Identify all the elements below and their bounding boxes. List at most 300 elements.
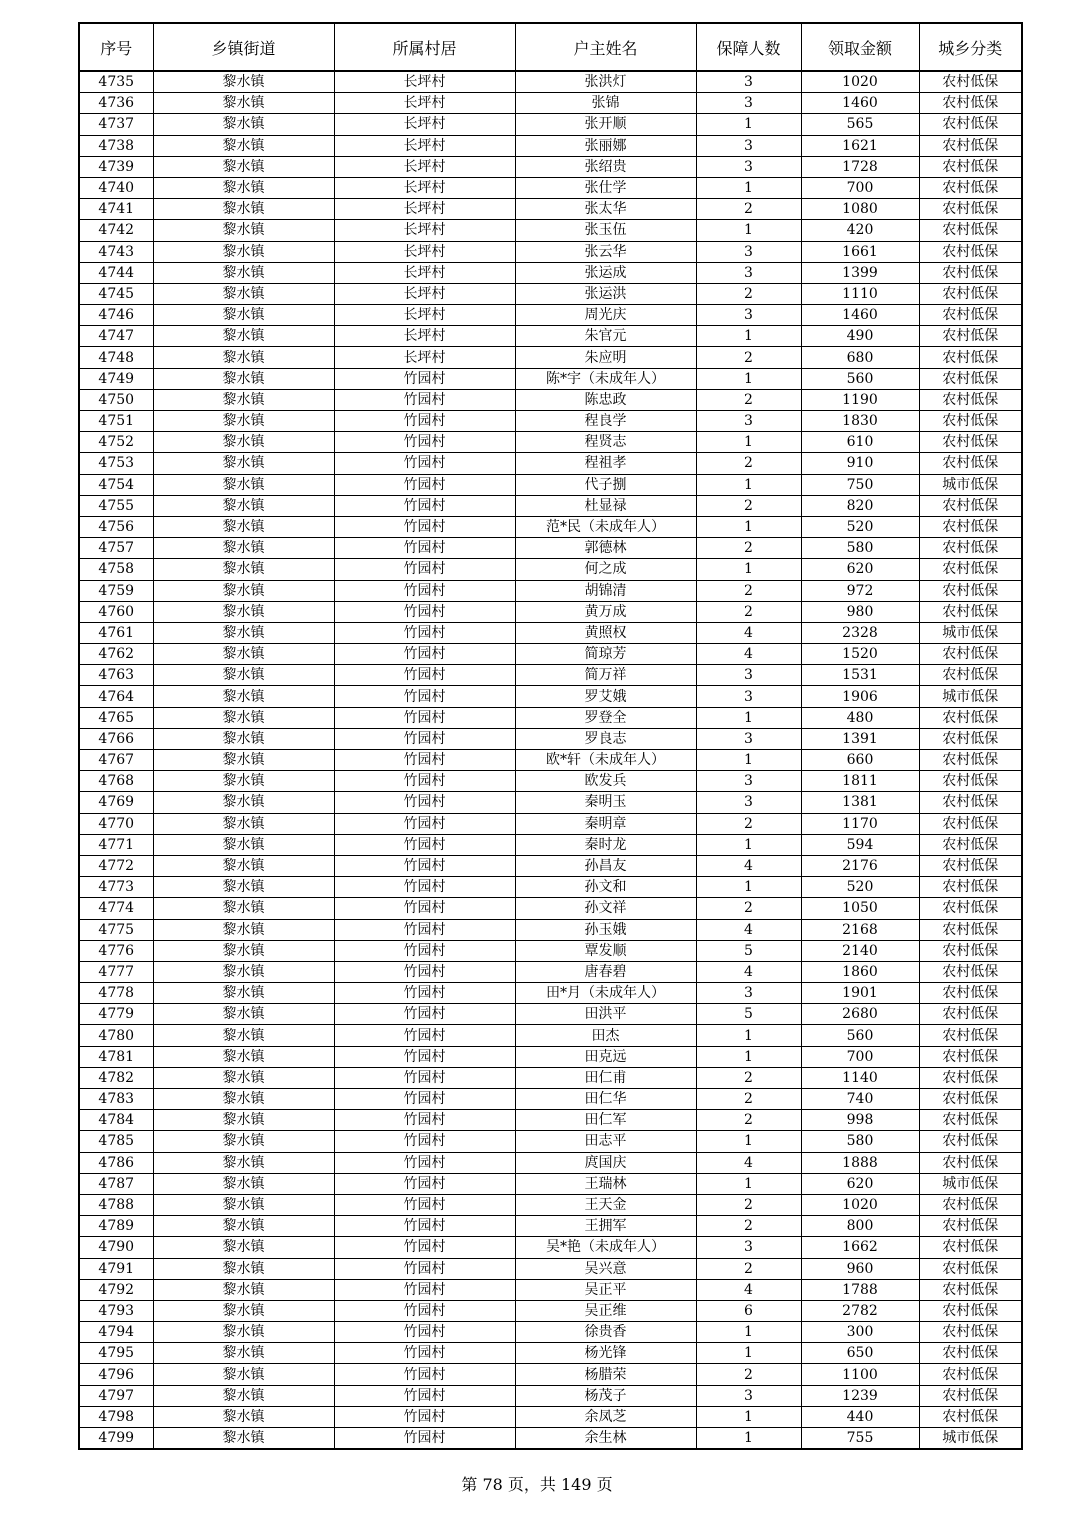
cell-index: 4787 xyxy=(79,1173,153,1194)
table-row xyxy=(79,686,1022,707)
cell-village: 竹园村 xyxy=(334,559,515,580)
cell-people-count: 4 xyxy=(696,1152,801,1173)
cell-town: 黎水镇 xyxy=(153,432,334,453)
cell-index: 4762 xyxy=(79,644,153,665)
cell-householder: 杨茂子 xyxy=(515,1385,696,1406)
cell-index: 4747 xyxy=(79,326,153,347)
cell-category: 农村低保 xyxy=(919,834,1022,855)
cell-people-count: 4 xyxy=(696,961,801,982)
cell-people-count: 2 xyxy=(696,453,801,474)
cell-people-count: 1 xyxy=(696,114,801,135)
cell-village: 竹园村 xyxy=(334,1110,515,1131)
table-row xyxy=(79,516,1022,537)
cell-town: 黎水镇 xyxy=(153,199,334,220)
cell-people-count: 4 xyxy=(696,644,801,665)
table-row xyxy=(79,1025,1022,1046)
cell-people-count: 1 xyxy=(696,834,801,855)
cell-category: 农村低保 xyxy=(919,241,1022,262)
cell-index: 4770 xyxy=(79,813,153,834)
cell-town: 黎水镇 xyxy=(153,1004,334,1025)
cell-index: 4737 xyxy=(79,114,153,135)
cell-village: 竹园村 xyxy=(334,792,515,813)
cell-people-count: 1 xyxy=(696,707,801,728)
cell-householder: 杨光锋 xyxy=(515,1343,696,1364)
cell-category: 农村低保 xyxy=(919,1258,1022,1279)
cell-householder: 罗艾娥 xyxy=(515,686,696,707)
cell-village: 竹园村 xyxy=(334,1004,515,1025)
cell-village: 竹园村 xyxy=(334,368,515,389)
cell-people-count: 1 xyxy=(696,1428,801,1450)
cell-householder: 徐贵香 xyxy=(515,1322,696,1343)
table-row xyxy=(79,1428,1022,1450)
cell-town: 黎水镇 xyxy=(153,1067,334,1088)
cell-town: 黎水镇 xyxy=(153,1364,334,1385)
cell-index: 4778 xyxy=(79,983,153,1004)
cell-category: 城市低保 xyxy=(919,1428,1022,1450)
cell-village: 竹园村 xyxy=(334,983,515,1004)
cell-index: 4757 xyxy=(79,538,153,559)
cell-householder: 范*民（未成年人） xyxy=(515,516,696,537)
page-footer: 第 78 页，共 149 页 xyxy=(461,1475,613,1494)
cell-town: 黎水镇 xyxy=(153,728,334,749)
cell-category: 农村低保 xyxy=(919,644,1022,665)
cell-householder: 张运成 xyxy=(515,262,696,283)
cell-town: 黎水镇 xyxy=(153,220,334,241)
cell-householder: 唐春碧 xyxy=(515,961,696,982)
cell-householder: 田*月（未成年人） xyxy=(515,983,696,1004)
cell-town: 黎水镇 xyxy=(153,1216,334,1237)
cell-amount: 620 xyxy=(801,1173,919,1194)
cell-village: 竹园村 xyxy=(334,855,515,876)
cell-town: 黎水镇 xyxy=(153,898,334,919)
cell-index: 4774 xyxy=(79,898,153,919)
cell-householder: 郭德林 xyxy=(515,538,696,559)
cell-village: 竹园村 xyxy=(334,1385,515,1406)
cell-category: 城市低保 xyxy=(919,686,1022,707)
cell-householder: 程贤志 xyxy=(515,432,696,453)
cell-householder: 张绍贵 xyxy=(515,156,696,177)
cell-householder: 吴正平 xyxy=(515,1279,696,1300)
cell-index: 4735 xyxy=(79,71,153,93)
cell-town: 黎水镇 xyxy=(153,495,334,516)
cell-town: 黎水镇 xyxy=(153,855,334,876)
cell-amount: 1190 xyxy=(801,389,919,410)
cell-householder: 王天金 xyxy=(515,1194,696,1215)
cell-category: 城市低保 xyxy=(919,622,1022,643)
cell-index: 4775 xyxy=(79,919,153,940)
cell-amount: 700 xyxy=(801,177,919,198)
cell-category: 农村低保 xyxy=(919,855,1022,876)
cell-village: 长坪村 xyxy=(334,220,515,241)
cell-village: 竹园村 xyxy=(334,728,515,749)
cell-householder: 周光庆 xyxy=(515,305,696,326)
cell-householder: 张洪灯 xyxy=(515,71,696,93)
cell-householder: 田洪平 xyxy=(515,1004,696,1025)
cell-town: 黎水镇 xyxy=(153,792,334,813)
cell-category: 农村低保 xyxy=(919,1067,1022,1088)
cell-category: 农村低保 xyxy=(919,601,1022,622)
table-row xyxy=(79,538,1022,559)
cell-village: 竹园村 xyxy=(334,432,515,453)
cell-category: 农村低保 xyxy=(919,1322,1022,1343)
cell-people-count: 5 xyxy=(696,940,801,961)
cell-category: 农村低保 xyxy=(919,135,1022,156)
cell-index: 4767 xyxy=(79,750,153,771)
table-row xyxy=(79,177,1022,198)
cell-amount: 1811 xyxy=(801,771,919,792)
cell-amount: 520 xyxy=(801,516,919,537)
table-row xyxy=(79,855,1022,876)
cell-householder: 田克远 xyxy=(515,1046,696,1067)
cell-people-count: 3 xyxy=(696,1237,801,1258)
cell-category: 农村低保 xyxy=(919,898,1022,919)
cell-town: 黎水镇 xyxy=(153,919,334,940)
cell-amount: 1050 xyxy=(801,898,919,919)
table-row xyxy=(79,1237,1022,1258)
cell-village: 长坪村 xyxy=(334,199,515,220)
cell-category: 农村低保 xyxy=(919,813,1022,834)
cell-amount: 1100 xyxy=(801,1364,919,1385)
cell-index: 4783 xyxy=(79,1089,153,1110)
cell-town: 黎水镇 xyxy=(153,262,334,283)
cell-people-count: 3 xyxy=(696,93,801,114)
cell-people-count: 4 xyxy=(696,1279,801,1300)
cell-people-count: 1 xyxy=(696,1025,801,1046)
cell-amount: 660 xyxy=(801,750,919,771)
cell-amount: 480 xyxy=(801,707,919,728)
cell-amount: 2782 xyxy=(801,1300,919,1321)
cell-amount: 740 xyxy=(801,1089,919,1110)
cell-people-count: 2 xyxy=(696,1067,801,1088)
cell-category: 农村低保 xyxy=(919,1046,1022,1067)
cell-people-count: 2 xyxy=(696,283,801,304)
cell-amount: 1906 xyxy=(801,686,919,707)
cell-category: 农村低保 xyxy=(919,305,1022,326)
cell-category: 农村低保 xyxy=(919,877,1022,898)
cell-town: 黎水镇 xyxy=(153,93,334,114)
cell-index: 4779 xyxy=(79,1004,153,1025)
cell-index: 4760 xyxy=(79,601,153,622)
cell-index: 4794 xyxy=(79,1322,153,1343)
cell-index: 4743 xyxy=(79,241,153,262)
cell-town: 黎水镇 xyxy=(153,1089,334,1110)
cell-village: 竹园村 xyxy=(334,877,515,898)
cell-index: 4796 xyxy=(79,1364,153,1385)
cell-village: 长坪村 xyxy=(334,305,515,326)
cell-amount: 1460 xyxy=(801,93,919,114)
cell-town: 黎水镇 xyxy=(153,1131,334,1152)
cell-town: 黎水镇 xyxy=(153,940,334,961)
cell-category: 农村低保 xyxy=(919,199,1022,220)
cell-amount: 610 xyxy=(801,432,919,453)
table-row xyxy=(79,135,1022,156)
cell-village: 竹园村 xyxy=(334,1364,515,1385)
cell-householder: 秦明章 xyxy=(515,813,696,834)
cell-category: 农村低保 xyxy=(919,707,1022,728)
cell-index: 4772 xyxy=(79,855,153,876)
cell-index: 4749 xyxy=(79,368,153,389)
cell-index: 4793 xyxy=(79,1300,153,1321)
cell-index: 4742 xyxy=(79,220,153,241)
table-row xyxy=(79,877,1022,898)
table-row xyxy=(79,834,1022,855)
cell-category: 农村低保 xyxy=(919,1025,1022,1046)
cell-householder: 简万祥 xyxy=(515,665,696,686)
cell-householder: 田仁军 xyxy=(515,1110,696,1131)
cell-category: 农村低保 xyxy=(919,1110,1022,1131)
cell-town: 黎水镇 xyxy=(153,368,334,389)
cell-people-count: 1 xyxy=(696,326,801,347)
cell-index: 4763 xyxy=(79,665,153,686)
header-householder: 户主姓名 xyxy=(515,23,696,71)
cell-town: 黎水镇 xyxy=(153,453,334,474)
cell-people-count: 1 xyxy=(696,1322,801,1343)
table-row xyxy=(79,1089,1022,1110)
cell-index: 4764 xyxy=(79,686,153,707)
table-row xyxy=(79,199,1022,220)
cell-town: 黎水镇 xyxy=(153,1194,334,1215)
cell-category: 农村低保 xyxy=(919,1364,1022,1385)
table-row xyxy=(79,1046,1022,1067)
cell-town: 黎水镇 xyxy=(153,347,334,368)
cell-amount: 520 xyxy=(801,877,919,898)
cell-category: 农村低保 xyxy=(919,326,1022,347)
table-row xyxy=(79,1194,1022,1215)
cell-people-count: 3 xyxy=(696,1385,801,1406)
cell-category: 农村低保 xyxy=(919,347,1022,368)
cell-index: 4739 xyxy=(79,156,153,177)
cell-amount: 2176 xyxy=(801,855,919,876)
cell-town: 黎水镇 xyxy=(153,813,334,834)
cell-index: 4780 xyxy=(79,1025,153,1046)
cell-householder: 黄照权 xyxy=(515,622,696,643)
cell-amount: 800 xyxy=(801,1216,919,1237)
cell-amount: 1830 xyxy=(801,411,919,432)
cell-category: 农村低保 xyxy=(919,156,1022,177)
cell-town: 黎水镇 xyxy=(153,559,334,580)
table-row xyxy=(79,93,1022,114)
cell-category: 农村低保 xyxy=(919,665,1022,686)
cell-people-count: 3 xyxy=(696,262,801,283)
cell-village: 竹园村 xyxy=(334,1173,515,1194)
cell-index: 4736 xyxy=(79,93,153,114)
cell-category: 农村低保 xyxy=(919,389,1022,410)
cell-village: 竹园村 xyxy=(334,1046,515,1067)
cell-village: 长坪村 xyxy=(334,93,515,114)
cell-people-count: 1 xyxy=(696,220,801,241)
cell-category: 农村低保 xyxy=(919,771,1022,792)
cell-village: 竹园村 xyxy=(334,1067,515,1088)
cell-town: 黎水镇 xyxy=(153,389,334,410)
cell-householder: 秦明玉 xyxy=(515,792,696,813)
cell-householder: 孙文祥 xyxy=(515,898,696,919)
cell-people-count: 3 xyxy=(696,983,801,1004)
cell-village: 长坪村 xyxy=(334,262,515,283)
cell-village: 竹园村 xyxy=(334,601,515,622)
cell-people-count: 2 xyxy=(696,538,801,559)
cell-householder: 程祖孝 xyxy=(515,453,696,474)
cell-town: 黎水镇 xyxy=(153,580,334,601)
cell-amount: 300 xyxy=(801,1322,919,1343)
cell-householder: 朱应明 xyxy=(515,347,696,368)
header-index: 序号 xyxy=(79,23,153,71)
table-row xyxy=(79,71,1022,93)
cell-village: 长坪村 xyxy=(334,283,515,304)
cell-people-count: 2 xyxy=(696,389,801,410)
cell-people-count: 3 xyxy=(696,156,801,177)
cell-householder: 罗登全 xyxy=(515,707,696,728)
cell-category: 农村低保 xyxy=(919,432,1022,453)
cell-village: 长坪村 xyxy=(334,135,515,156)
cell-town: 黎水镇 xyxy=(153,1428,334,1450)
cell-category: 农村低保 xyxy=(919,1131,1022,1152)
cell-amount: 1520 xyxy=(801,644,919,665)
table-row xyxy=(79,983,1022,1004)
cell-people-count: 2 xyxy=(696,601,801,622)
cell-householder: 罗良志 xyxy=(515,728,696,749)
cell-people-count: 3 xyxy=(696,792,801,813)
cell-amount: 1888 xyxy=(801,1152,919,1173)
cell-index: 4784 xyxy=(79,1110,153,1131)
cell-amount: 1621 xyxy=(801,135,919,156)
table-row xyxy=(79,262,1022,283)
cell-category: 农村低保 xyxy=(919,1152,1022,1173)
cell-village: 竹园村 xyxy=(334,538,515,559)
cell-householder: 秦时龙 xyxy=(515,834,696,855)
cell-village: 竹园村 xyxy=(334,1131,515,1152)
cell-village: 竹园村 xyxy=(334,1279,515,1300)
cell-householder: 黄万成 xyxy=(515,601,696,622)
cell-town: 黎水镇 xyxy=(153,601,334,622)
cell-town: 黎水镇 xyxy=(153,114,334,135)
table-row xyxy=(79,1004,1022,1025)
cell-people-count: 3 xyxy=(696,771,801,792)
cell-amount: 1901 xyxy=(801,983,919,1004)
table-row xyxy=(79,220,1022,241)
cell-amount: 1460 xyxy=(801,305,919,326)
table-row xyxy=(79,750,1022,771)
cell-village: 竹园村 xyxy=(334,644,515,665)
table-row xyxy=(79,474,1022,495)
cell-amount: 1239 xyxy=(801,1385,919,1406)
cell-index: 4746 xyxy=(79,305,153,326)
cell-village: 竹园村 xyxy=(334,495,515,516)
cell-amount: 755 xyxy=(801,1428,919,1450)
header-category: 城乡分类 xyxy=(919,23,1022,71)
table-row xyxy=(79,411,1022,432)
cell-town: 黎水镇 xyxy=(153,622,334,643)
cell-town: 黎水镇 xyxy=(153,516,334,537)
cell-householder: 吴正维 xyxy=(515,1300,696,1321)
cell-index: 4781 xyxy=(79,1046,153,1067)
cell-people-count: 1 xyxy=(696,1131,801,1152)
table-row xyxy=(79,813,1022,834)
cell-people-count: 2 xyxy=(696,580,801,601)
cell-people-count: 2 xyxy=(696,1089,801,1110)
cell-category: 农村低保 xyxy=(919,961,1022,982)
cell-village: 竹园村 xyxy=(334,940,515,961)
cell-category: 农村低保 xyxy=(919,71,1022,93)
cell-amount: 1080 xyxy=(801,199,919,220)
table-row xyxy=(79,326,1022,347)
data-table xyxy=(78,22,1023,1450)
cell-town: 黎水镇 xyxy=(153,411,334,432)
cell-people-count: 1 xyxy=(696,516,801,537)
cell-town: 黎水镇 xyxy=(153,71,334,93)
cell-amount: 998 xyxy=(801,1110,919,1131)
cell-category: 农村低保 xyxy=(919,1343,1022,1364)
cell-category: 农村低保 xyxy=(919,940,1022,961)
cell-category: 农村低保 xyxy=(919,495,1022,516)
cell-amount: 2680 xyxy=(801,1004,919,1025)
cell-category: 城市低保 xyxy=(919,474,1022,495)
cell-amount: 1110 xyxy=(801,283,919,304)
cell-village: 竹园村 xyxy=(334,898,515,919)
cell-category: 农村低保 xyxy=(919,1406,1022,1427)
table-row xyxy=(79,1300,1022,1321)
table-row xyxy=(79,1258,1022,1279)
cell-town: 黎水镇 xyxy=(153,305,334,326)
cell-town: 黎水镇 xyxy=(153,1343,334,1364)
cell-village: 竹园村 xyxy=(334,919,515,940)
table-row xyxy=(79,389,1022,410)
cell-category: 农村低保 xyxy=(919,792,1022,813)
table-row xyxy=(79,368,1022,389)
cell-householder: 朱官元 xyxy=(515,326,696,347)
table-row xyxy=(79,1364,1022,1385)
cell-category: 农村低保 xyxy=(919,411,1022,432)
cell-amount: 1020 xyxy=(801,71,919,93)
cell-amount: 1381 xyxy=(801,792,919,813)
table-row xyxy=(79,1152,1022,1173)
cell-householder: 孙昌友 xyxy=(515,855,696,876)
cell-village: 竹园村 xyxy=(334,1406,515,1427)
cell-index: 4792 xyxy=(79,1279,153,1300)
cell-category: 农村低保 xyxy=(919,559,1022,580)
cell-village: 竹园村 xyxy=(334,750,515,771)
cell-people-count: 2 xyxy=(696,495,801,516)
cell-amount: 1391 xyxy=(801,728,919,749)
cell-town: 黎水镇 xyxy=(153,644,334,665)
cell-people-count: 1 xyxy=(696,559,801,580)
cell-householder: 田仁华 xyxy=(515,1089,696,1110)
header-amount: 领取金额 xyxy=(801,23,919,71)
cell-index: 4756 xyxy=(79,516,153,537)
cell-category: 农村低保 xyxy=(919,1300,1022,1321)
table-row xyxy=(79,559,1022,580)
cell-town: 黎水镇 xyxy=(153,241,334,262)
cell-amount: 620 xyxy=(801,559,919,580)
cell-amount: 972 xyxy=(801,580,919,601)
cell-index: 4738 xyxy=(79,135,153,156)
cell-householder: 欧*轩（未成年人） xyxy=(515,750,696,771)
cell-householder: 王拥军 xyxy=(515,1216,696,1237)
cell-town: 黎水镇 xyxy=(153,1110,334,1131)
cell-amount: 420 xyxy=(801,220,919,241)
cell-index: 4790 xyxy=(79,1237,153,1258)
cell-householder: 张玉伍 xyxy=(515,220,696,241)
cell-category: 农村低保 xyxy=(919,93,1022,114)
cell-index: 4769 xyxy=(79,792,153,813)
cell-village: 长坪村 xyxy=(334,114,515,135)
cell-town: 黎水镇 xyxy=(153,750,334,771)
cell-amount: 680 xyxy=(801,347,919,368)
cell-index: 4795 xyxy=(79,1343,153,1364)
cell-category: 农村低保 xyxy=(919,580,1022,601)
cell-amount: 1140 xyxy=(801,1067,919,1088)
cell-amount: 1661 xyxy=(801,241,919,262)
table-row xyxy=(79,1385,1022,1406)
